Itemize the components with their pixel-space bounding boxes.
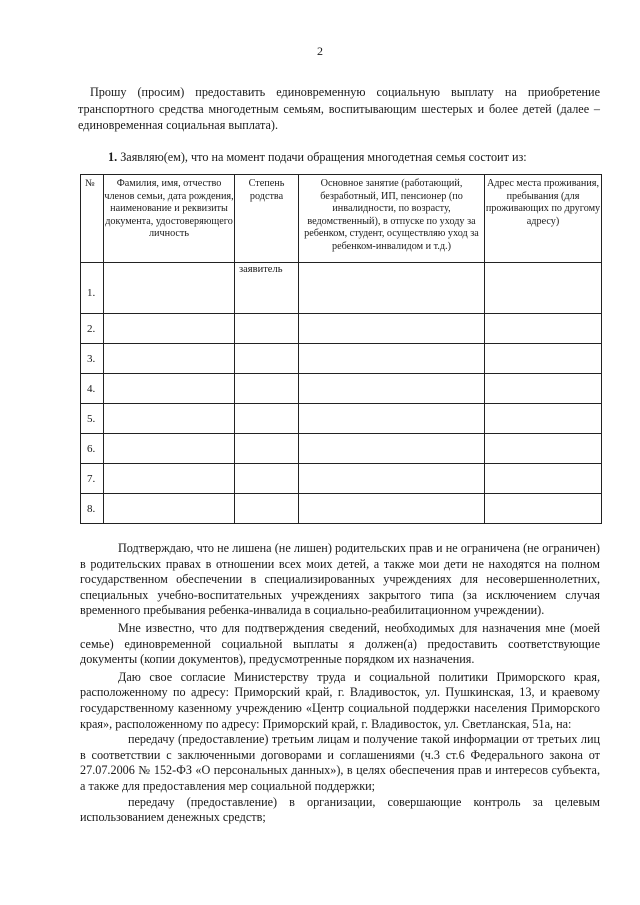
cell-relation[interactable]	[235, 464, 299, 494]
cell-occupation[interactable]	[299, 404, 485, 434]
table-row	[81, 263, 602, 314]
section-1-text: Заявляю(ем), что на момент подачи обращения многодетная семья состоит из:	[117, 150, 527, 164]
cell-full-name[interactable]	[104, 263, 235, 314]
cell-relation[interactable]	[235, 344, 299, 374]
declaration-body	[80, 541, 600, 826]
header-number: №	[81, 175, 104, 263]
cell-occupation[interactable]	[299, 344, 485, 374]
table-row	[81, 434, 602, 464]
cell-address[interactable]	[485, 434, 602, 464]
cell-occupation[interactable]	[299, 464, 485, 494]
consent-transfer-control-orgs: передачу (предоставление) в организации, совершающие контроль за целевым использованием денежных средств;	[80, 794, 600, 825]
header-full-name: Фамилия, имя, отчество членов семьи, дата рождения, наименование и реквизиты документа, удостоверяющего личность	[104, 175, 235, 263]
table-row	[81, 464, 602, 494]
section-1-heading	[108, 150, 588, 165]
table-row	[81, 314, 602, 344]
cell-occupation[interactable]	[299, 263, 485, 314]
page-number: 2	[317, 44, 323, 58]
request-paragraph	[78, 84, 600, 134]
table-row	[81, 404, 602, 434]
row-number: 4.	[81, 374, 104, 404]
row-number: 6.	[81, 434, 104, 464]
table-row	[81, 494, 602, 524]
cell-full-name[interactable]	[104, 374, 235, 404]
cell-full-name[interactable]	[104, 464, 235, 494]
cell-relation[interactable]: заявитель	[235, 263, 299, 314]
cell-full-name[interactable]	[104, 344, 235, 374]
row-number: 1.	[81, 263, 104, 314]
row-number: 3.	[81, 344, 104, 374]
cell-relation[interactable]	[235, 404, 299, 434]
cell-full-name[interactable]	[104, 434, 235, 464]
cell-address[interactable]	[485, 404, 602, 434]
cell-relation[interactable]	[235, 434, 299, 464]
table-row	[81, 344, 602, 374]
cell-address[interactable]	[485, 464, 602, 494]
cell-address[interactable]	[485, 263, 602, 314]
cell-occupation[interactable]	[299, 314, 485, 344]
documents-awareness-paragraph: Мне известно, что для подтверждения сведений, необходимых для назначения мне (моей семье) единовременной социальной выплаты я должен(а) предоставить соответствующие документы (копии документов), предусмотренные порядком их назначения.	[80, 620, 600, 667]
cell-occupation[interactable]	[299, 494, 485, 524]
cell-relation[interactable]	[235, 374, 299, 404]
cell-full-name[interactable]	[104, 494, 235, 524]
header-relation: Степень родства	[235, 175, 299, 263]
cell-relation[interactable]	[235, 314, 299, 344]
row-number: 8.	[81, 494, 104, 524]
family-members-table	[80, 174, 602, 524]
cell-address[interactable]	[485, 374, 602, 404]
header-occupation: Основное занятие (работающий, безработный, ИП, пенсионер (по инвалидности, по возрасту, ведомственный), в отпуске по уходу за ребенком, студент, осуществляю уход за ребенком-инвалидом и т.д.)	[299, 175, 485, 263]
cell-relation[interactable]	[235, 494, 299, 524]
row-number: 2.	[81, 314, 104, 344]
cell-full-name[interactable]	[104, 314, 235, 344]
cell-address[interactable]	[485, 314, 602, 344]
cell-occupation[interactable]	[299, 374, 485, 404]
table-header-row	[81, 175, 602, 263]
cell-occupation[interactable]	[299, 434, 485, 464]
cell-address[interactable]	[485, 494, 602, 524]
no-deprivation-paragraph: Подтверждаю, что не лишена (не лишен) родительских прав и не ограничена (не ограничен) в родительских правах в отношении всех моих детей, а также мои дети не находятся на полном государственном обеспечении в специализированных учреждениях для несовершеннолетних, специальных учебно-воспитательных учреждениях закрытого типа (за исключением случая временного пребывания ребенка-инвалида в социально-реабилитационном учреждении).	[80, 541, 600, 618]
cell-address[interactable]	[485, 344, 602, 374]
consent-transfer-third-parties: передачу (предоставление) третьим лицам и получение такой информации от третьих лиц в соответствии с заключенными договорами и соглашениями (ч.3 ст.6 Федерального закона от 27.07.2006 № 152-ФЗ «О персональных данных»), в целях обеспечения прав и интересов субъекта, а также для предоставления мер социальной поддержки;	[80, 732, 600, 793]
row-number: 7.	[81, 464, 104, 494]
row-number: 5.	[81, 404, 104, 434]
consent-paragraph: Даю свое согласие Министерству труда и социальной политики Приморского края, расположенному по адресу: Приморский край, г. Владивосток, ул. Пушкинская, 13, и краевому государственному казенному учреждению «Центр социальной поддержки населения Приморского края», расположенному по адресу: Приморский край, г. Владивосток, ул. Светланская, 51а, на:	[80, 669, 600, 731]
table-row	[81, 374, 602, 404]
request-text: Прошу (просим) предоставить единовременную социальную выплату на приобретение транспортного средства многодетным семьям, воспитывающим шестерых и более детей (далее – единовременная социальная выплата).	[78, 85, 600, 132]
cell-full-name[interactable]	[104, 404, 235, 434]
section-1-number: 1.	[108, 150, 118, 164]
header-address: Адрес места проживания, пребывания (для проживающих по другому адресу)	[485, 175, 602, 263]
